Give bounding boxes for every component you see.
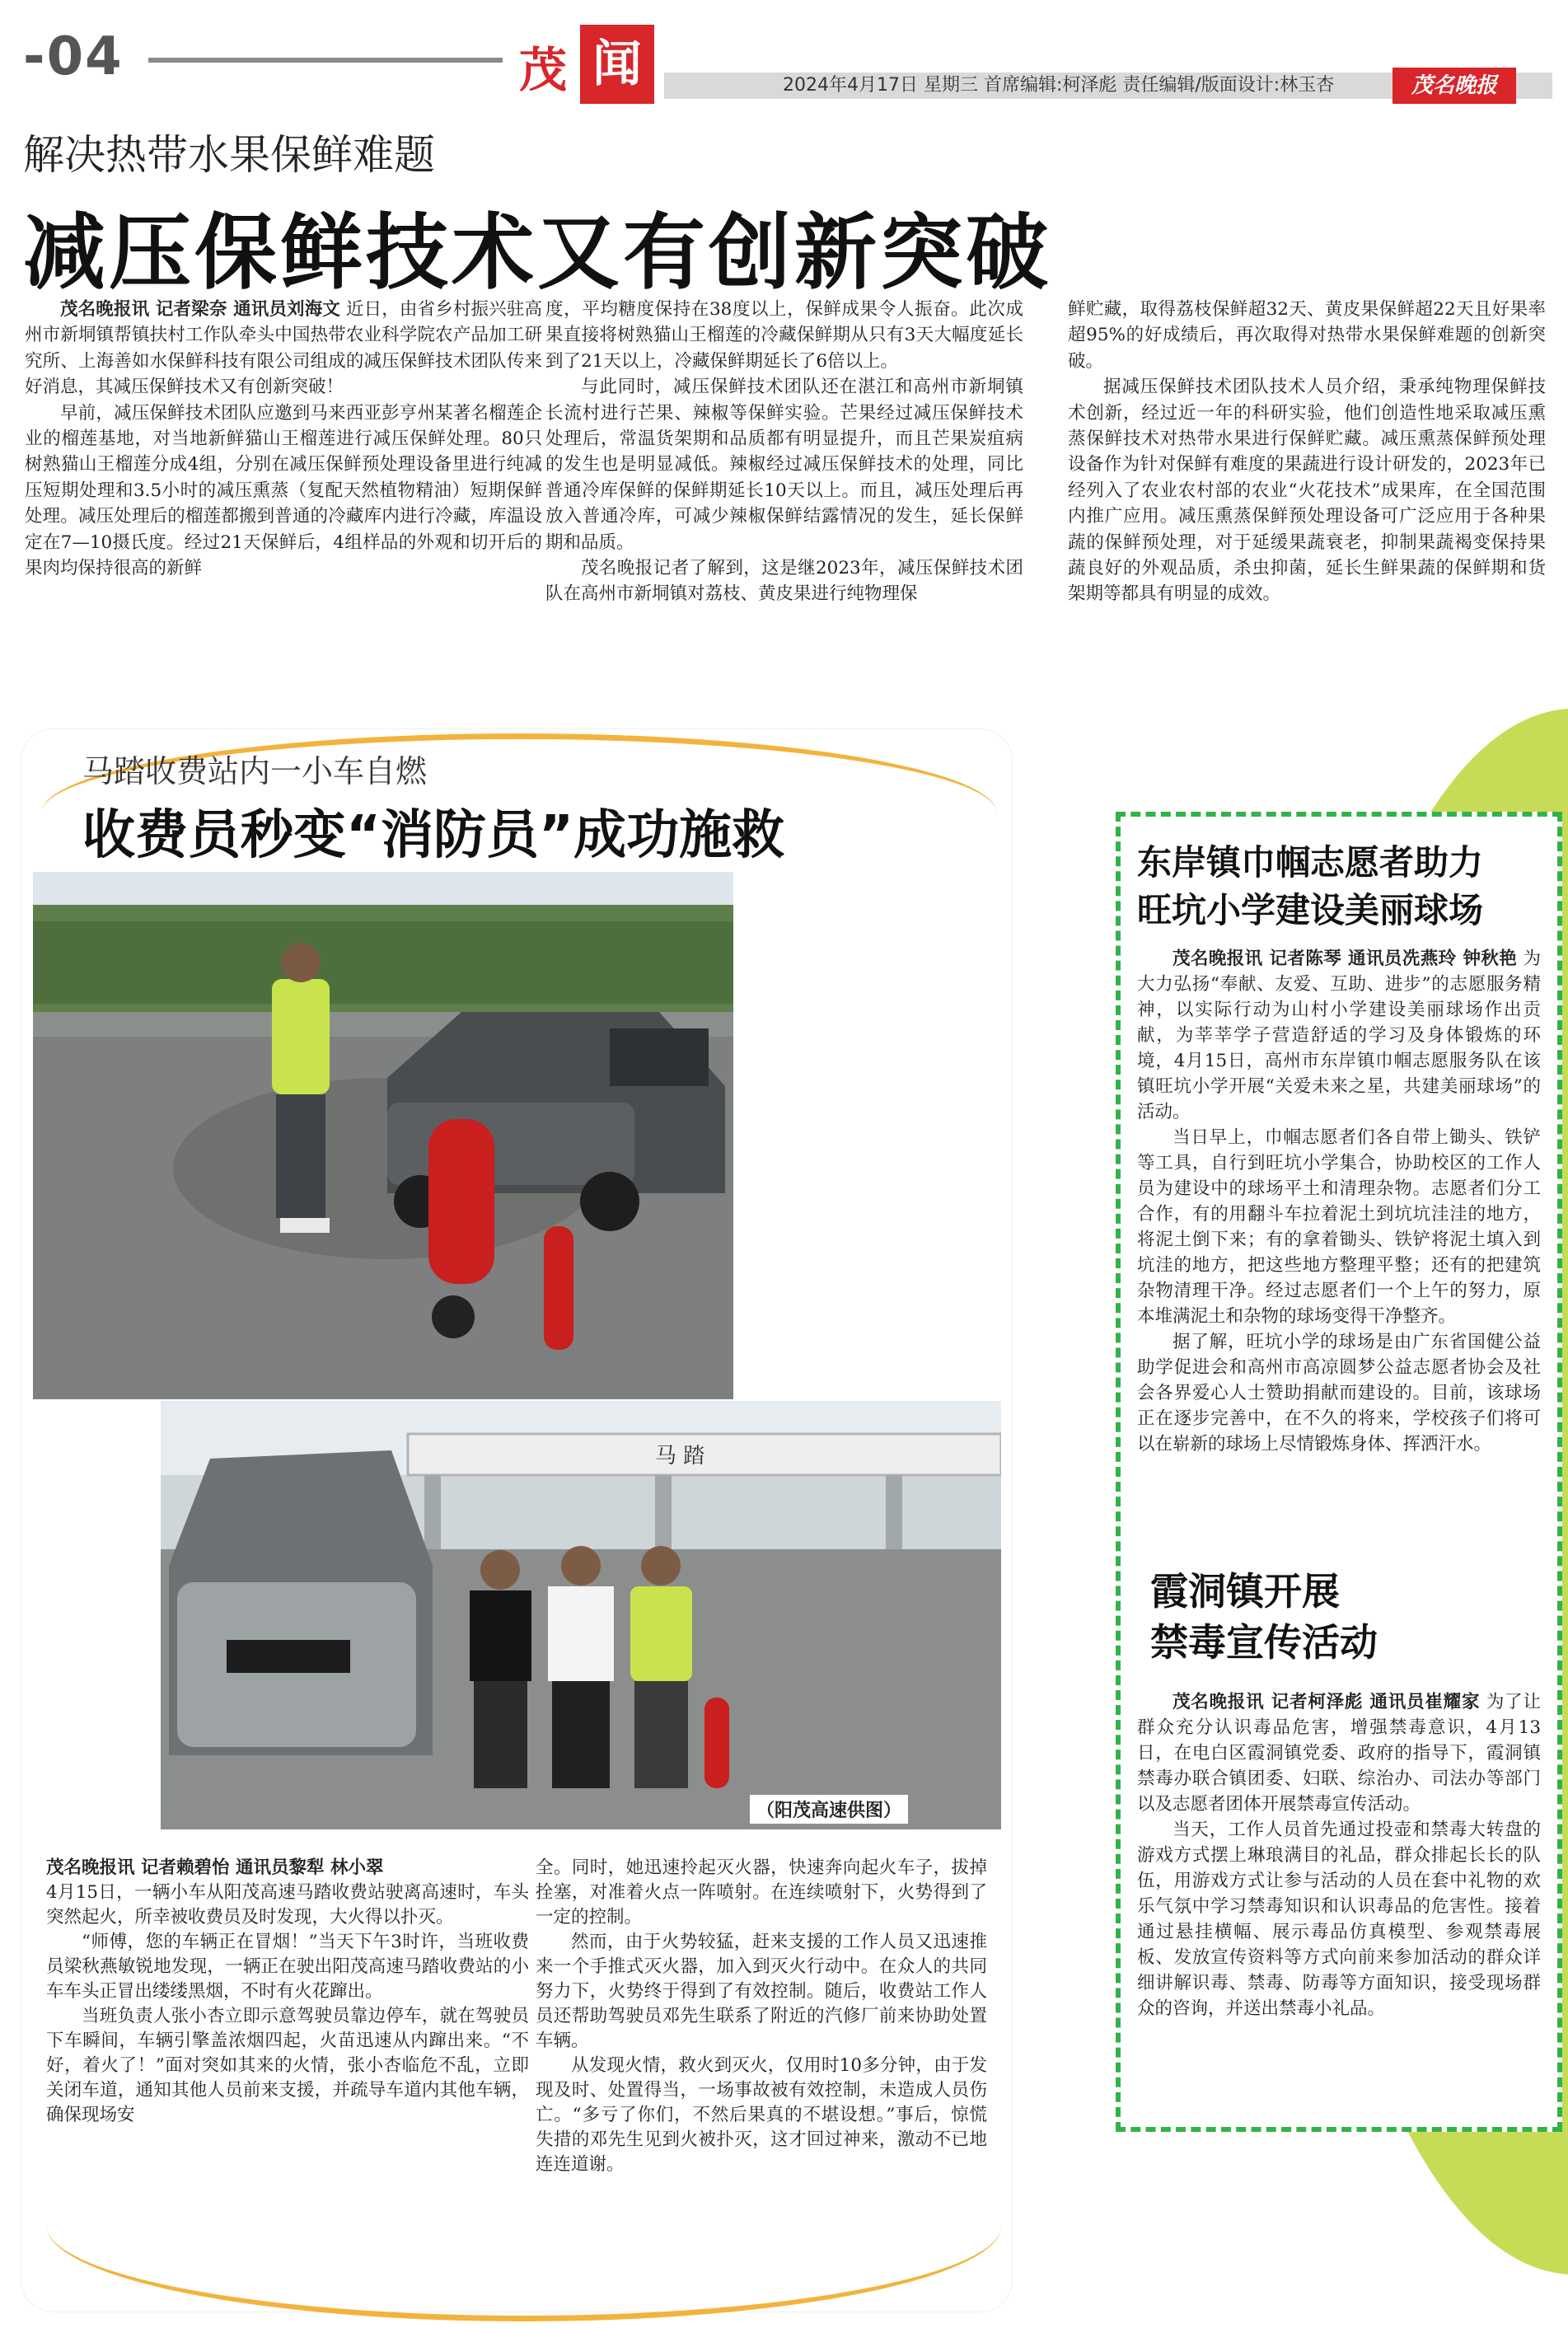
- story2-paragraph: 4月15日，一辆小车从阳茂高速马踏收费站驶离高速时，车头突然起火，所幸被收费员及时发现，大火得以扑灭。: [46, 1882, 529, 1928]
- story1-column-2: [545, 297, 1023, 607]
- section-label: [519, 25, 659, 99]
- page-number: -04: [23, 26, 124, 87]
- story3-paragraph: 当日早上，巾帼志愿者们各自带上锄头、铁铲等工具，自行到旺坑小学集合，协助校区的工作人员为建设中的球场平土和清理杂物。志愿者们分工合作，有的用翻斗车拉着泥土到坑坑洼洼的地方，将泥土倒下来；有的拿着锄头、铁铲将泥土填入到坑洼的地方，把这些地方整理平整；还有的把建筑杂物清理干净。经过志愿者们一个上午的努力，原本堆满泥土和杂物的球场变得干净整齐。: [1137, 1127, 1541, 1327]
- story2-byline-para: [46, 1856, 529, 1881]
- story4-byline: 茂名晚报讯 记者柯泽彪 通讯员崔耀家: [1172, 1692, 1481, 1712]
- story2-headline: 收费员秒变“消防员”成功施救: [82, 805, 785, 866]
- story3-byline: 茂名晚报讯 记者陈琴 通讯员冼燕玲 钟秋艳: [1172, 949, 1518, 969]
- photo-toll-station-staff: [161, 1401, 1001, 1829]
- photo-burnt-car-with-extinguishers: [33, 872, 733, 1399]
- story3-paragraph: 茂名晚报讯 记者陈琴 通讯员冼燕玲 钟秋艳 为大力弘扬“奉献、友爱、互助、进步”的志愿服务精神，以实际行动为山村小学建设美丽球场作出贡献，为莘莘学子营造舒适的学习及身体锻炼的环境，4月15日，高州市东岸镇巾帼志愿服务队在该镇旺坑小学开展“关爱未来之星，共建美丽球场”的活动。: [1137, 949, 1541, 1122]
- story3-headline-line1: 东岸镇巾帼志愿者助力: [1137, 842, 1484, 883]
- story4-headline-line1: 霞洞镇开展: [1150, 1569, 1340, 1614]
- story2-column-1: [46, 1856, 529, 2128]
- story1-byline: 茂名晚报讯 记者梁奈 通讯员刘海文: [60, 299, 340, 320]
- story1-paragraph: 茂名晚报讯 记者梁奈 通讯员刘海文 近日，由省乡村振兴驻高州市新垌镇帮镇扶村工作队牵头中国热带农业科学院农产品加工研究所、上海善如水保鲜科技有限公司组成的减压保鲜技术团队传来好消息，其减压保鲜技术又有创新突破！: [25, 299, 542, 398]
- story3-headline-line2: 旺坑小学建设美丽球场: [1137, 890, 1484, 930]
- story2-paragraph: 当班负责人张小杏立即示意驾驶员靠边停车，就在驾驶员下车瞬间，车辆引擎盖浓烟四起，火苗迅速从内蹿出来。“不好，着火了！”面对突如其来的火情，张小杏临危不乱，立即关闭车道，通知其他人员前来支援，并疏导车道内其他车辆，确保现场安: [46, 2006, 529, 2125]
- story1-paragraph: 与此同时，减压保鲜技术团队还在湛江和高州市新垌镇长流村进行芒果、辣椒等保鲜实验。芒果经过减压保鲜技术处理后，常温货架期和品质都有明显提升，而且芒果炭疽病的发生也是明显减低。辣椒经过减压保鲜技术的处理，同比普通冷库保鲜的保鲜期延长10天以上。而且，减压处理后再放入普通冷库，可减少辣椒保鲜结露情况的发生，延长保鲜期和品质。: [545, 377, 1023, 553]
- story1-paragraph: 茂名晚报记者了解到，这是继2023年，减压保鲜技术团队在高州市新垌镇对荔枝、黄皮果进行纯物理保: [545, 558, 1023, 605]
- story2-column-2: [536, 1856, 987, 2177]
- story1-paragraph: 早前，减压保鲜技术团队应邀到马来西亚彭亨州某著名榴莲企业的榴莲基地，对当地新鲜猫山王榴莲进行减压保鲜处理。80只树熟猫山王榴莲分成4组，分别在减压保鲜预处理设备里进行纯减压短期处理和3.5小时的减压熏蒸（复配天然植物精油）短期保鲜处理。减压处理后的榴莲都搬到普通的冷藏库内进行冷藏，库温设定在7—10摄氏度。经过21天保鲜后，4组样品的外观和切开后的果肉均保持很高的新鲜: [25, 402, 542, 579]
- story2-byline: 茂名晚报讯 记者赖碧怡 通讯员黎犁 林小翠: [46, 1857, 384, 1878]
- story1-headline: 减压保鲜技术又有创新突破: [23, 204, 1051, 301]
- section-char-1: 茂: [519, 42, 568, 98]
- story1-subtitle: 解决热带水果保鲜难题: [23, 131, 435, 179]
- story1-column-3: [1068, 297, 1546, 607]
- story1-paragraph: 鲜贮藏，取得荔枝保鲜超32天、黄皮果保鲜超22天且好果率超95%的好成绩后，再次取得对热带水果保鲜难题的创新突破。: [1068, 299, 1546, 372]
- story1-paragraph: 据减压保鲜技术团队技术人员介绍，秉承纯物理保鲜技术创新，经过近一年的科研实验，他们创造性地采取减压熏蒸保鲜技术对热带水果进行保鲜贮藏。减压熏蒸保鲜预处理设备作为针对保鲜有难度的果蔬进行设计研发的，2023年已经列入了农业农村部的农业“火花技术”成果库，在全国范围内推广应用。减压熏蒸保鲜预处理设备可广泛应用于各种果蔬的保鲜预处理，对于延缓果蔬衰老，抑制果蔬褐变保持果蔬良好的外观品质，杀虫抑菌，延长生鲜果蔬的保鲜期和货架期等都具有明显的成效。: [1068, 377, 1546, 605]
- story2-paragraph: 全。同时，她迅速拎起灭火器，快速奔向起火车子，拔掉拴塞，对准着火点一阵喷射。在连续喷射下，火势得到了一定的控制。: [536, 1857, 987, 1928]
- toll-station-sign: 马 踏: [655, 1444, 705, 1468]
- story3-body: [1137, 946, 1541, 1457]
- section-char-2: 闻: [580, 25, 654, 104]
- newspaper-logo: 茂名晚报: [1392, 68, 1516, 104]
- story4-paragraph: 茂名晚报讯 记者柯泽彪 通讯员崔耀家 为了让群众充分认识毒品危害，增强禁毒意识，4月13日，在电白区霞洞镇党委、政府的指导下，霞洞镇禁毒办联合镇团委、妇联、综治办、司法办等部门以及志愿者团体开展禁毒宣传活动。: [1137, 1692, 1541, 1815]
- story4-headline: [1150, 1566, 1378, 1668]
- story3-headline: [1137, 839, 1541, 934]
- story2-paragraph: 然而，由于火势较猛，赶来支援的工作人员又迅速推来一个手推式灭火器，加入到灭火行动中。在众人的共同努力下，火势终于得到了有效控制。随后，收费站工作人员还帮助驾驶员邓先生联系了附近的汽修厂前来协助处置车辆。: [536, 1932, 987, 2051]
- story2-paragraph: 从发现火情，救火到灭火，仅用时10多分钟，由于发现及时、处置得当，一场事故被有效控制，未造成人员伤亡。“多亏了你们，不然后果真的不堪设想。”事后，惊慌失措的邓先生见到火被扑灭，这才回过神来，激动不已地连连道谢。: [536, 2055, 987, 2175]
- story4-headline-line2: 禁毒宣传活动: [1150, 1620, 1378, 1665]
- story2-subtitle: 马踏收费站内一小车自燃: [82, 753, 428, 789]
- story1-paragraph: 度，平均糖度保持在38度以上，保鲜成果令人振奋。此次成果直接将树熟猫山王榴莲的冷藏保鲜期从只有3天大幅度延长到了21天以上，冷藏保鲜期延长了6倍以上。: [545, 299, 1023, 372]
- header-meta: 2024年4月17日 星期三 首席编辑:柯泽彪 责任编辑/版面设计:林玉杏: [783, 75, 1335, 96]
- story3-paragraph: 据了解，旺坑小学的球场是由广东省国健公益助学促进会和高州市高凉圆梦公益志愿者协会及社会各界爱心人士赞助捐献而建设的。目前，该球场正在逐步完善中，在不久的将来，学校孩子们将可以在崭新的球场上尽情锻炼身体、挥洒汗水。: [1137, 1332, 1541, 1454]
- story1-column-1: [25, 297, 542, 581]
- story2-paragraph: “师傅，您的车辆正在冒烟！”当天下午3时许，当班收费员梁秋燕敏锐地发现，一辆正在驶出阳茂高速马踏收费站的小车车头正冒出缕缕黑烟，不时有火花蹿出。: [46, 1932, 529, 2002]
- story4-paragraph: 当天，工作人员首先通过投壶和禁毒大转盘的游戏方式摆上琳琅满目的礼品，群众排起长长的队伍，用游戏方式让参与活动的人员在套中礼物的欢乐气氛中学习禁毒知识和认识毒品的危害性。接着通过悬挂横幅、展示毒品仿真模型、参观禁毒展板、发放宣传资料等方式向前来参加活动的群众详细讲解识毒、禁毒、防毒等方面知识，接受现场群众的咨询，并送出禁毒小礼品。: [1137, 1820, 1541, 2019]
- story4-body: [1137, 1689, 1541, 2021]
- header-rule: [148, 58, 503, 63]
- photo-credit: （阳茂高速供图）: [750, 1795, 908, 1824]
